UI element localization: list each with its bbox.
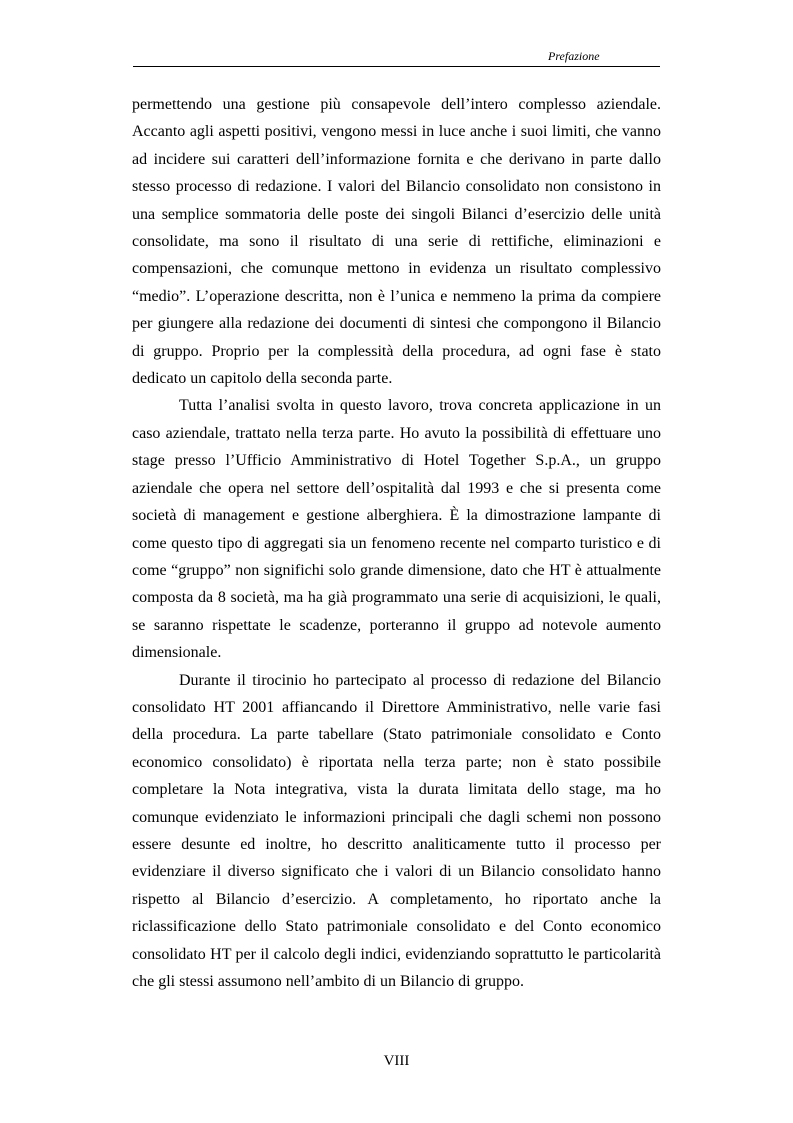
page-number: VIII <box>383 1053 410 1069</box>
running-header <box>133 46 660 67</box>
body-text <box>132 91 661 995</box>
paragraph-2: Tutta l’analisi svolta in questo lavoro, trova concreta applicazione in un caso aziendale, trattato nella terza parte. Ho avuto la possibilità di effettuare uno stage presso l’Ufficio Amministrativo di Hotel Together S.p.A., un gruppo aziendale che opera nel settore dell’ospitalità dal 1993 e che si presenta come società di management e gestione alberghiera. È la dimostrazione lampante di come questo tipo di aggregati sia un fenomeno recente nel comparto turistico e di come “gruppo” non significhi solo grande dimensione, dato che HT è attualmente composta da 8 società, ma ha già programmato una serie di acquisizioni, le quali, se saranno rispettate le scadenze, porteranno il gruppo ad notevole aumento dimensionale. <box>132 397 661 662</box>
paragraph-3: Durante il tirocinio ho partecipato al processo di redazione del Bilancio consolidato HT 2001 affiancando il Direttore Amministrativo, nelle varie fasi della procedura. La parte tabellare (Stato patrimoniale consolidato e Conto economico consolidato) è riportata nella terza parte; non è stato possibile completare la Nota integrativa, vista la durata limitata dello stage, ma ho comunque evidenziato le informazioni principali che dagli schemi non possono essere desunte ed inoltre, ho descritto analiticamente tutto il processo per evidenziare il diverso significato che i valori di un Bilancio consolidato hanno rispetto al Bilancio d’esercizio. A completamento, ho riportato anche la riclassificazione dello Stato patrimoniale consolidato e del Conto economico consolidato HT per il calcolo degli indici, evidenziando soprattutto le particolarità che gli stessi assumono nell’ambito di un Bilancio di gruppo. <box>132 671 661 990</box>
running-title: Prefazione <box>548 49 600 63</box>
paragraph-1: permettendo una gestione più consapevole dell’intero complesso aziendale. Accanto agli aspetti positivi, vengono messi in luce anche i suoi limiti, che vanno ad incidere sui caratteri dell’informazione fornita e che derivano in parte dallo stesso processo di redazione. I valori del Bilancio consolidato non consistono in una semplice sommatoria delle poste dei singoli Bilanci d’esercizio delle unità consolidate, ma sono il risultato di una serie di rettifiche, eliminazioni e compensazioni, che comunque mettono in evidenza un risultato complessivo “medio”. L’operazione descritta, non è l’unica e nemmeno la prima da compiere per giungere alla redazione dei documenti di sintesi che compongono il Bilancio di gruppo. Proprio per la complessità della procedura, ad ogni fase è stato dedicato un capitolo della seconda parte. <box>132 96 661 388</box>
